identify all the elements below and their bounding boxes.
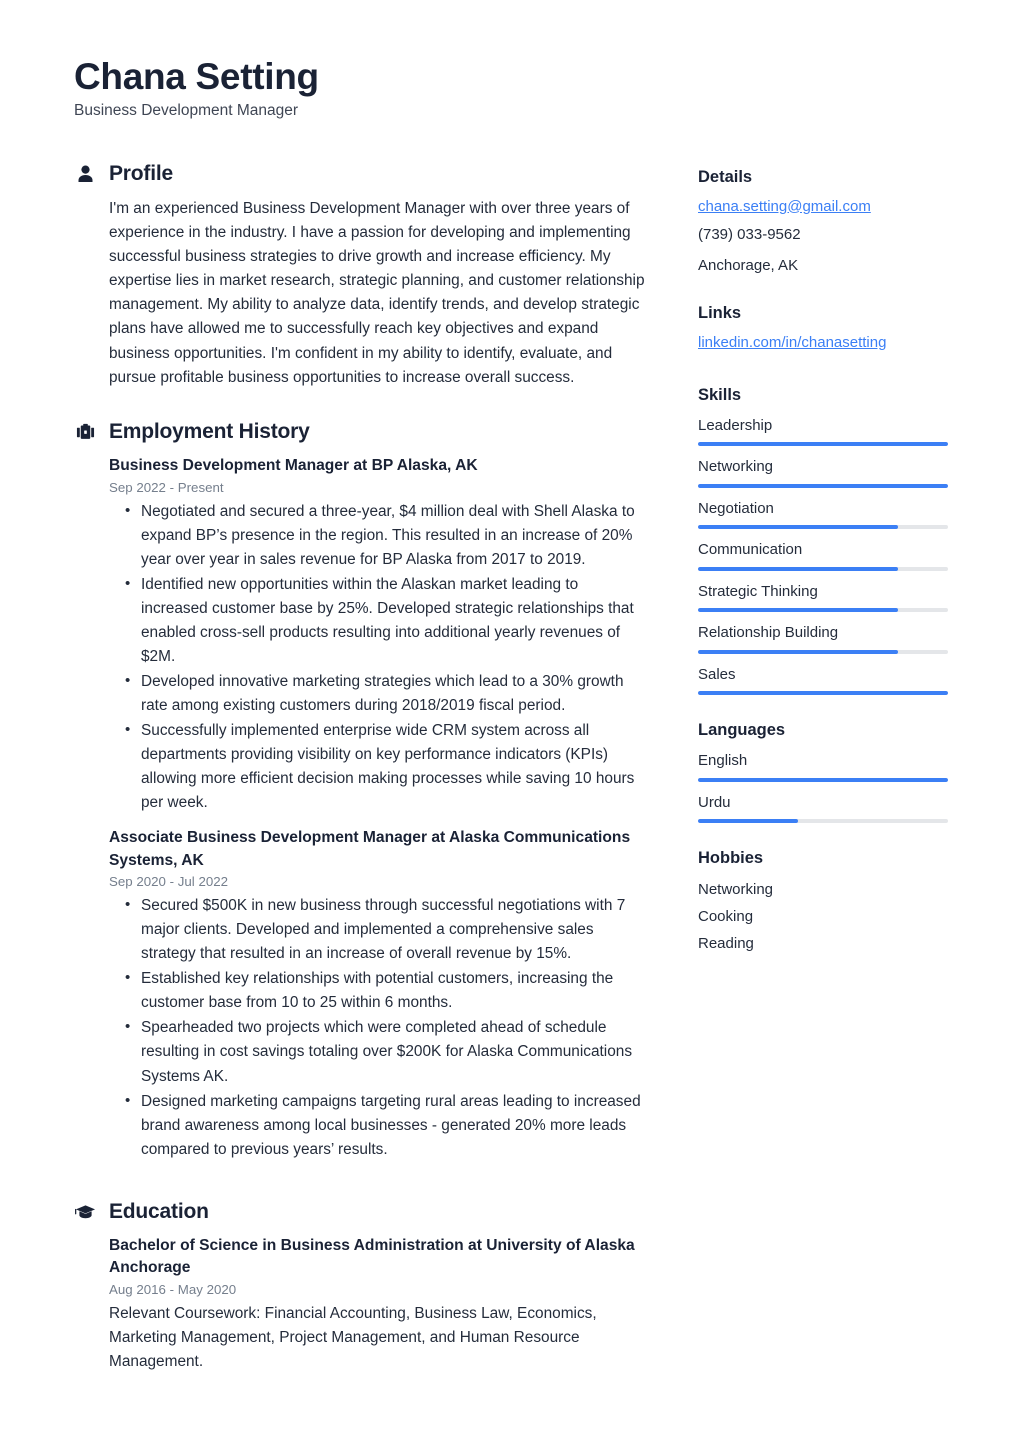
section-profile [74,162,648,391]
skill-label: Sales [698,665,736,683]
section-education-body [74,1235,648,1374]
skill-item [698,499,948,530]
skill-bar-fill [698,567,898,571]
education-entry-description: Relevant Coursework: Financial Accounting, Business Law, Economics, Marketing Management, Project Management, and Human Resource Management. [109,1304,597,1370]
list-item: • Developed innovative marketing strategies which lead to a 30% growth rate among existing customers during 2018/2019 fiscal period. [109,670,648,718]
skill-bar-track [698,691,948,695]
language-label: Urdu [698,793,731,811]
language-bar-track [698,819,948,823]
sidebar-languages-title: Languages [698,721,786,740]
language-bar-fill [698,819,798,823]
sidebar-block-hobbies [698,849,948,955]
section-education-title: Education [109,1199,209,1223]
employment-entry-date: Sep 2020 - Jul 2022 [109,874,229,890]
skill-label: Communication [698,541,803,559]
skill-bar-track [698,567,948,571]
skill-bar-fill [698,442,948,446]
skill-bar-track [698,442,948,446]
language-label: English [698,752,748,770]
candidate-name: Chana Setting [74,56,319,97]
language-item [698,793,948,824]
hobby-item: Networking [698,881,774,899]
sidebar-block-skills [698,386,948,696]
hobby-item: Cooking [698,907,754,925]
education-entry-title: Bachelor of Science in Business Administration at University of Alaska Anchorage [109,1236,635,1277]
sidebar-skills-title: Skills [698,385,742,404]
sidebar-links-title: Links [698,303,742,322]
section-employment [74,420,648,1162]
skill-bar-track [698,650,948,654]
skill-label: Leadership [698,416,773,434]
skill-item [698,665,948,696]
skill-bar-fill [698,608,898,612]
sidebar-block-links [698,304,948,360]
section-education-header [74,1200,648,1224]
employment-entry-bullets [109,500,648,815]
briefcase-icon [74,421,96,443]
section-profile-body [74,197,648,391]
education-entry [109,1235,648,1374]
section-education [74,1200,648,1374]
list-item: • Successfully implemented enterprise wide CRM system across all departments providing visibility on key performance indicators (KPIs) allowing more efficient decision making processes while saving 10 hours per week. [109,719,648,815]
linkedin-link[interactable]: linkedin.com/in/chanasetting [698,333,887,351]
employment-entry [109,827,648,1162]
location-text: Anchorage, AK [698,257,799,275]
education-entry-date: Aug 2016 - May 2020 [109,1281,237,1297]
resume-body [74,162,950,1382]
employment-entry-bullets [109,894,648,1161]
sidebar-hobbies-title: Hobbies [698,849,764,868]
language-bar-fill [698,778,948,782]
profile-text: I'm an experienced Business Development Manager with over three years of experience in the industry. I have a passion for developing and implementing successful business strategies to drive growth and increase efficiency. My expertise lies in market research, strategic planning, and customer relationship management. My ability to analyze data, identify trends, and develop strategic plans have allowed me to successfully reach key objectives and expand business opportunities. I'm confident in my ability to identify, evaluate, and pursue profitable business opportunities to increase overall success. [109,199,645,386]
sidebar-column [698,162,948,981]
skill-label: Relationship Building [698,624,839,642]
skill-bar-track [698,484,948,488]
sidebar-details-title: Details [698,167,753,186]
skill-item [698,416,948,447]
skill-label: Negotiation [698,499,774,517]
skill-item [698,582,948,613]
section-employment-header [74,420,648,444]
skill-bar-track [698,525,948,529]
employment-entry-title: Business Development Manager at BP Alaska, AK [109,457,478,475]
language-bar-track [698,778,948,782]
section-employment-body [74,455,648,1162]
resume-header [74,56,950,120]
graduation-cap-icon [74,1201,96,1223]
section-employment-title: Employment History [109,420,310,444]
skill-bar-fill [698,691,948,695]
employment-entry [109,455,648,815]
sidebar-block-languages [698,721,948,823]
section-profile-title: Profile [109,161,173,185]
hobby-item: Reading [698,934,754,952]
skill-item [698,623,948,654]
list-item: • Spearheaded two projects which were completed ahead of schedule resulting in cost savings totaling over $200K for Alaska Communications Systems AK. [109,1016,648,1088]
list-item: • Secured $500K in new business through successful negotiations with 7 major clients. Developed and implemented a comprehensive sales strategy that resulted in an increase of overall revenue by 15%. [109,894,648,966]
list-item: • Identified new opportunities within the Alaskan market leading to increased customer base by 25%. Developed strategic relationships that enabled cross-sell products resulting into additional yearly revenues of $2M. [109,573,648,669]
skill-label: Strategic Thinking [698,582,818,600]
person-icon [74,163,96,185]
main-column [74,162,648,1382]
sidebar-block-details [698,168,948,278]
section-profile-header [74,162,648,186]
list-item: • Established key relationships with potential customers, increasing the customer base from 10 to 25 within 6 months. [109,967,648,1015]
skill-item [698,540,948,571]
phone-text: (739) 033-9562 [698,225,801,243]
language-item [698,751,948,782]
skill-bar-track [698,608,948,612]
list-item: • Designed marketing campaigns targeting rural areas leading to increased brand awareness among local businesses - generated 20% more leads compared to previous years’ results. [109,1090,648,1162]
candidate-job-title: Business Development Manager [74,101,299,119]
skill-bar-fill [698,525,898,529]
list-item: • Negotiated and secured a three-year, $4 million deal with Shell Alaska to expand BP’s presence in the region. This resulted in an increase of 20% year over year in sales revenue for BP Alaska from 2017 to 2019. [109,500,648,572]
skill-bar-fill [698,484,948,488]
skill-item [698,457,948,488]
employment-entry-date: Sep 2022 - Present [109,479,224,495]
skill-bar-fill [698,650,898,654]
skill-label: Networking [698,458,774,476]
employment-entry-title: Associate Business Development Manager at Alaska Communications Systems, AK [109,829,631,869]
email-link[interactable]: chana.setting@gmail.com [698,197,871,215]
